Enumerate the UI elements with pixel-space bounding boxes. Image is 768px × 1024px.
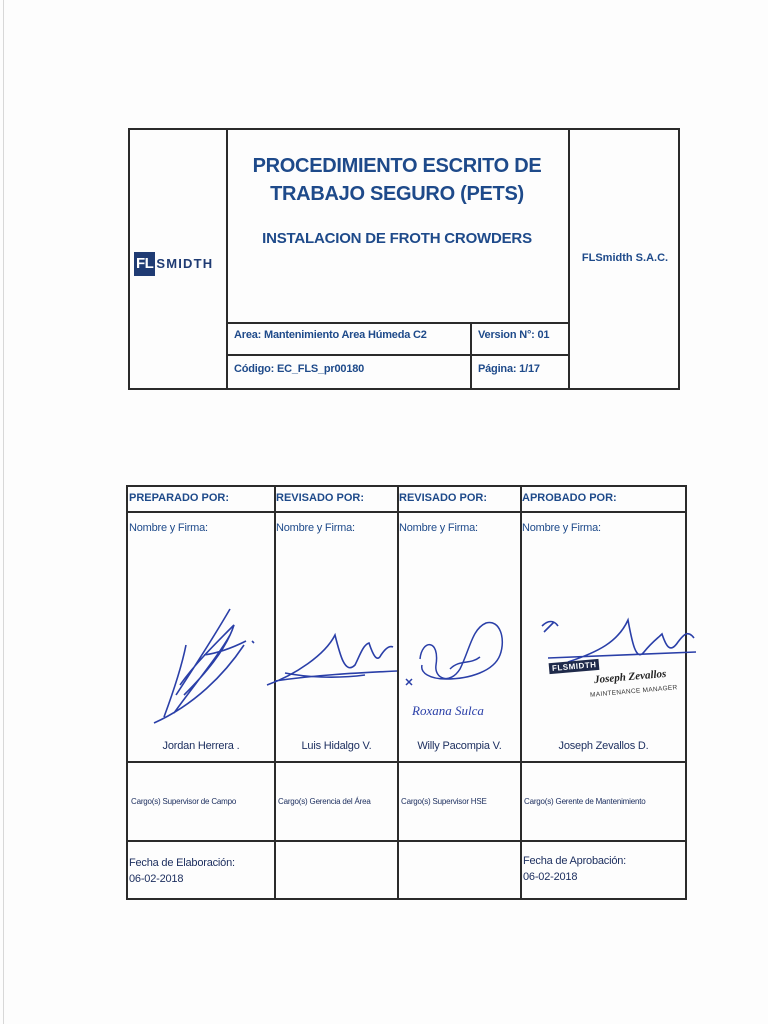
divider <box>128 511 685 513</box>
area-field: Area: Mantenimiento Area Húmeda C2 <box>234 329 427 341</box>
heading-revisado-2: REVISADO POR: <box>399 492 488 504</box>
cargo-label: Cargo(s) Supervisor HSE <box>401 797 487 806</box>
person-name: Willy Pacompia V. <box>417 740 502 752</box>
cargo-label: Cargo(s) Gerente de Mantenimiento <box>524 797 646 806</box>
fecha-elaboracion <box>129 855 235 887</box>
codigo-field: Código: EC_FLS_pr00180 <box>234 363 365 375</box>
fecha-elaboracion-value: 06-02-2018 <box>129 873 184 885</box>
page-edge <box>3 0 4 1024</box>
logo-mark: FL <box>134 252 155 276</box>
signature-note-text: Roxana Sulca <box>412 703 484 718</box>
divider <box>128 840 685 842</box>
heading-revisado-1: REVISADO POR: <box>276 492 365 504</box>
nombre-firma-label: Nombre y Firma: <box>522 522 601 534</box>
person-name: Luis Hidalgo V. <box>301 740 372 752</box>
logo-word: SMIDTH <box>156 256 214 271</box>
divider <box>470 322 472 388</box>
signature-luis-hidalgo <box>265 615 405 695</box>
document-header <box>128 128 680 390</box>
document-title: PROCEDIMIENTO ESCRITO DE TRABAJO SEGURO (PETS) <box>252 155 542 205</box>
pagina-field: Página: 1/17 <box>478 363 540 375</box>
signature-jordan-herrera <box>134 595 264 735</box>
person-name: Joseph Zevallos D. <box>558 740 649 752</box>
person-name: Jordan Herrera . <box>162 740 240 752</box>
cargo-label: Cargo(s) Supervisor de Campo <box>131 797 237 806</box>
fecha-aprobacion-value: 06-02-2018 <box>523 871 578 883</box>
divider <box>226 354 568 356</box>
document-subtitle: INSTALACION DE FROTH CROWDERS <box>262 230 532 247</box>
company-name: FLSmidth S.A.C. <box>581 252 669 264</box>
nombre-firma-label: Nombre y Firma: <box>129 522 208 534</box>
manager-stamp <box>546 657 686 717</box>
heading-aprobado: APROBADO POR: <box>522 492 617 504</box>
divider <box>226 322 568 324</box>
signature-roxana-sulca <box>404 695 514 723</box>
nombre-firma-label: Nombre y Firma: <box>276 522 355 534</box>
approvals-table <box>126 485 687 900</box>
stamp-title: MAINTENANCE MANAGER <box>589 684 678 699</box>
stamp-name: Joseph Zevallos <box>593 667 667 687</box>
cargo-label: Cargo(s) Gerencia del Área <box>278 797 371 806</box>
fecha-aprobacion <box>523 853 626 885</box>
flsmidth-logo <box>134 251 226 277</box>
version-field: Version N°: 01 <box>478 329 550 341</box>
stamp-logo: FLSMIDTH <box>549 659 600 674</box>
fecha-elaboracion-label: Fecha de Elaboración: <box>129 857 235 869</box>
nombre-firma-label: Nombre y Firma: <box>399 522 478 534</box>
divider <box>128 761 685 763</box>
fecha-aprobacion-label: Fecha de Aprobación: <box>523 855 627 867</box>
heading-preparado: PREPARADO POR: <box>129 492 230 504</box>
